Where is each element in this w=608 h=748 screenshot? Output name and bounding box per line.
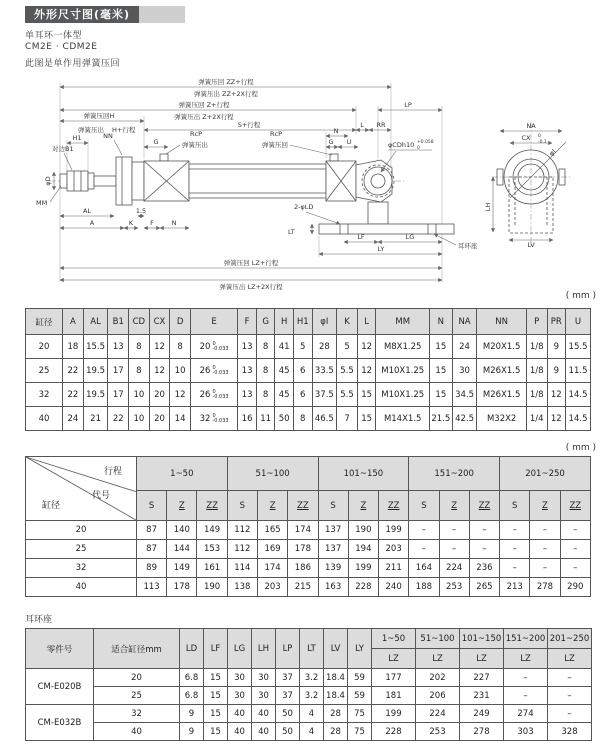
cx-tolerance-lower: -0.1	[538, 140, 547, 145]
bore-size: 32	[94, 705, 180, 723]
part-number: CM-E032B	[26, 705, 94, 741]
dim-label-h-stroke: H+行程	[112, 126, 136, 134]
bore-dimensions-table	[25, 308, 591, 431]
section-title-banner	[25, 6, 185, 23]
column-header: CX	[149, 309, 170, 335]
port-label-rcp-front: RcP	[190, 130, 203, 138]
stroke-range-header: 101~150	[460, 629, 504, 649]
e-value-with-tolerance: 26 0 -0.033	[190, 359, 237, 383]
dim-label-h-out: 弹簧压出	[78, 126, 104, 134]
e-value-with-tolerance: 26 0 -0.033	[190, 383, 237, 407]
column-header: LF	[204, 629, 228, 669]
unit-label: ( mm )	[565, 291, 596, 301]
end-view	[492, 122, 570, 246]
code-header: S	[500, 491, 530, 521]
dim-label-zz-in: 弹簧压回 ZZ+行程	[198, 78, 254, 86]
column-header: NN	[477, 309, 526, 335]
dim-label-nn: NN	[103, 132, 113, 140]
bore-size: 40	[26, 407, 63, 431]
subtitle-type: 单耳环一体型	[25, 31, 83, 41]
corner-label-stroke: 行程	[103, 467, 122, 477]
code-header: ZZ	[288, 491, 318, 521]
bore-size: 40	[94, 723, 180, 741]
table-row: 32 89 149 161 114 174 186 139 199 211 164 224 236 – – –	[26, 559, 591, 578]
table-header-row	[26, 457, 591, 491]
port-label-rcp-rear-state: 弹簧压回	[262, 141, 288, 149]
dim-label-lg: LG	[405, 233, 415, 241]
column-header: 零件号	[26, 629, 94, 669]
table-row: 25 22 19.5 17 8 12 10 26 0 -0.033 13 8 45 6 33.5 5.5 12 M10X1.25 15 30 M26X1.5 1/8 9 11.5	[26, 359, 591, 383]
dim-label-g-front: G	[153, 138, 159, 146]
dim-label-u: U	[346, 138, 352, 146]
dim-label-n-rear: N	[333, 127, 339, 135]
table-row: 25 87 144 153 112 169 178 137 194 203 – – – – – –	[26, 540, 591, 559]
corner-label-code: 代号	[91, 491, 110, 501]
column-header: D	[170, 309, 191, 335]
column-header: AL	[83, 309, 108, 335]
code-header: Z	[257, 491, 287, 521]
dim-label-cd: φCDh10	[388, 141, 415, 149]
dim-label-b1: 对边B1	[52, 145, 74, 153]
table-row: 40 24 21 22 10 20 14 32 0 -0.033 16 11 50 8 46.5 7 15 M14X1.5 21.5 42.5 M32X2 1/4 12 14.5	[26, 407, 591, 431]
column-header: K	[337, 309, 358, 335]
table-row: CM-E032B 32 9 15 40 40 50 4 28 75 199 224 249 274 –	[26, 705, 592, 723]
cd-tolerance-lower: 0	[417, 146, 420, 151]
lz-header: LZ	[416, 649, 460, 669]
subtitle-note: 此图是单作用弹簧压回	[25, 59, 121, 69]
code-header: Z	[348, 491, 378, 521]
table-row: 20 18 15.5 13 8 12 8 20 0 -0.033 13 8 41 5 28 5 12 M8X1.25 15 24 M20X1.5 1/8 9 15.5	[26, 335, 591, 359]
dim-label-lv: LV	[527, 241, 535, 249]
e-value-with-tolerance: 20 0 -0.033	[190, 335, 237, 359]
table-row: 40 113 178 190 138 203 215 163 228 240 188 253 265 213 278 290	[26, 578, 591, 597]
dim-label-na: NA	[526, 122, 536, 130]
lz-header: LZ	[504, 649, 548, 669]
dim-label-z-in: 弹簧压回 Z+行程	[178, 101, 230, 109]
column-header: 缸径	[26, 309, 63, 335]
column-header: LT	[300, 629, 324, 669]
column-header: CD	[129, 309, 150, 335]
column-header: G	[256, 309, 275, 335]
dim-label-phi-i: φI	[547, 147, 558, 158]
stroke-range-header: 201~250	[548, 629, 592, 649]
column-header: H	[275, 309, 294, 335]
code-header: S	[409, 491, 439, 521]
column-header: B1	[108, 309, 129, 335]
dim-label-lh: LH	[484, 202, 492, 212]
dim-label-ld: 2-φLD	[294, 203, 314, 211]
bracket-table-title: 耳环座	[25, 615, 53, 625]
dim-label-lz-in: 弹簧压回 LZ+行程	[223, 259, 279, 267]
bore-size: 40	[26, 578, 137, 597]
code-header: Z	[167, 491, 197, 521]
dim-label-cx: CX	[521, 134, 531, 142]
dim-label-lt: LT	[288, 228, 295, 236]
stroke-range-header: 1~50	[136, 457, 227, 491]
column-header: φI	[312, 309, 337, 335]
bore-size: 25	[94, 687, 180, 705]
lz-header: LZ	[548, 649, 592, 669]
stroke-range-header: 1~50	[372, 629, 416, 649]
dim-label-lz-out: 弹簧压出 LZ+2X行程	[219, 283, 283, 291]
dim-label-rr: RR	[376, 121, 386, 129]
dim-label-a: A	[89, 219, 95, 227]
dim-label-f: F	[150, 219, 154, 227]
code-header: ZZ	[197, 491, 227, 521]
stroke-range-header: 151~200	[409, 457, 500, 491]
table-row: 20 87 140 149 112 165 174 137 190 199 – – – – – –	[26, 521, 591, 540]
code-header: ZZ	[379, 491, 409, 521]
column-header: N	[430, 309, 453, 335]
table-row: CM-E020B 20 6.8 15 30 30 37 3.2 18.4 59 177 202 227 – –	[26, 669, 592, 687]
lz-header: LZ	[372, 649, 416, 669]
stroke-range-header: 101~150	[318, 457, 409, 491]
dim-label-al: AL	[82, 207, 92, 215]
table-row: 25 6.8 15 30 30 37 3.2 18.4 59 181 206 231 – –	[26, 687, 592, 705]
stroke-range-header: 151~200	[504, 629, 548, 649]
column-header: H1	[293, 309, 312, 335]
table-row: 40 9 15 40 40 50 4 28 75 228 253 278 303 328	[26, 723, 592, 741]
dim-label-s: S+行程	[237, 121, 261, 129]
dim-label-zz-out: 弹簧压出 ZZ+2X行程	[193, 90, 259, 98]
stroke-range-header: 201~250	[500, 457, 591, 491]
column-header: P	[526, 309, 547, 335]
column-header: U	[566, 309, 591, 335]
dim-label-mm: MM	[36, 199, 48, 207]
cylinder-side-view	[60, 154, 454, 234]
column-header: LG	[228, 629, 252, 669]
column-header: LD	[180, 629, 204, 669]
cx-tolerance-upper: 0	[538, 134, 541, 139]
cd-tolerance-upper: +0.058	[417, 140, 434, 145]
table-header-row	[26, 629, 592, 649]
column-header: NA	[452, 309, 477, 335]
diagonal-header-cell	[26, 457, 137, 521]
dim-label-g-rear: G	[328, 138, 334, 146]
banner-tail	[139, 6, 185, 23]
dim-label-l: L	[360, 121, 364, 129]
part-number: CM-E020B	[26, 669, 94, 705]
column-header: E	[190, 309, 237, 335]
table-row: 32 22 19.5 17 10 20 12 26 0 -0.033 13 8 45 6 37.5 5.5 15 M10X1.25 15 34.5 M26X1.5 1/8 12 14.5	[26, 383, 591, 407]
dim-label-lf: LF	[357, 233, 365, 241]
code-header: ZZ	[469, 491, 499, 521]
page-title: 外形尺寸图(毫米)	[25, 6, 139, 23]
port-label-rcp-rear: RcP	[270, 130, 283, 138]
e-value-with-tolerance: 32 0 -0.033	[190, 407, 237, 431]
dim-label-z-out: 弹簧压出 Z+2X行程	[174, 113, 234, 121]
code-header: S	[136, 491, 166, 521]
bore-size: 20	[94, 669, 180, 687]
dim-label-n-front: N	[171, 219, 177, 227]
column-header: A	[63, 309, 84, 335]
stroke-range-header: 51~100	[227, 457, 318, 491]
dim-label-phi-d: φD	[44, 176, 52, 186]
column-header: L	[357, 309, 376, 335]
bore-size: 32	[26, 559, 137, 578]
dim-label-gap: 1.5	[135, 207, 147, 215]
stroke-dimensions-table	[25, 456, 591, 597]
code-header: ZZ	[560, 491, 590, 521]
column-header: LY	[348, 629, 372, 669]
dim-label-lp: LP	[404, 101, 412, 109]
stroke-range-header: 51~100	[416, 629, 460, 649]
dim-label-h-in: 弹簧压回H	[83, 112, 115, 120]
column-header: LV	[324, 629, 348, 669]
bore-size: 20	[26, 335, 63, 359]
bore-size: 25	[26, 540, 137, 559]
column-header: LP	[276, 629, 300, 669]
dim-label-h1: H1	[72, 134, 82, 142]
code-header: S	[227, 491, 257, 521]
column-header: F	[238, 309, 257, 335]
bore-size: 32	[26, 383, 63, 407]
dimension-drawing	[4, 74, 604, 294]
bracket-callout: 耳环座	[458, 242, 478, 250]
dim-label-k: K	[128, 219, 134, 227]
bore-size: 25	[26, 359, 63, 383]
subtitle-model: CM2E · CDM2E	[25, 42, 98, 52]
column-header: LH	[252, 629, 276, 669]
port-label-rcp-front-state: 弹簧压出	[182, 141, 208, 149]
code-header: S	[318, 491, 348, 521]
bracket-dimensions-table	[25, 628, 592, 741]
code-header: Z	[530, 491, 560, 521]
column-header: MM	[376, 309, 430, 335]
column-header: PR	[547, 309, 566, 335]
dim-label-ly: LY	[377, 245, 385, 253]
lz-header: LZ	[460, 649, 504, 669]
table-header-row	[26, 309, 591, 335]
code-header: Z	[439, 491, 469, 521]
column-header: 适合缸径mm	[94, 629, 180, 669]
corner-label-bore: 缸径	[42, 501, 61, 511]
unit-label: ( mm )	[565, 443, 596, 453]
bore-size: 20	[26, 521, 137, 540]
